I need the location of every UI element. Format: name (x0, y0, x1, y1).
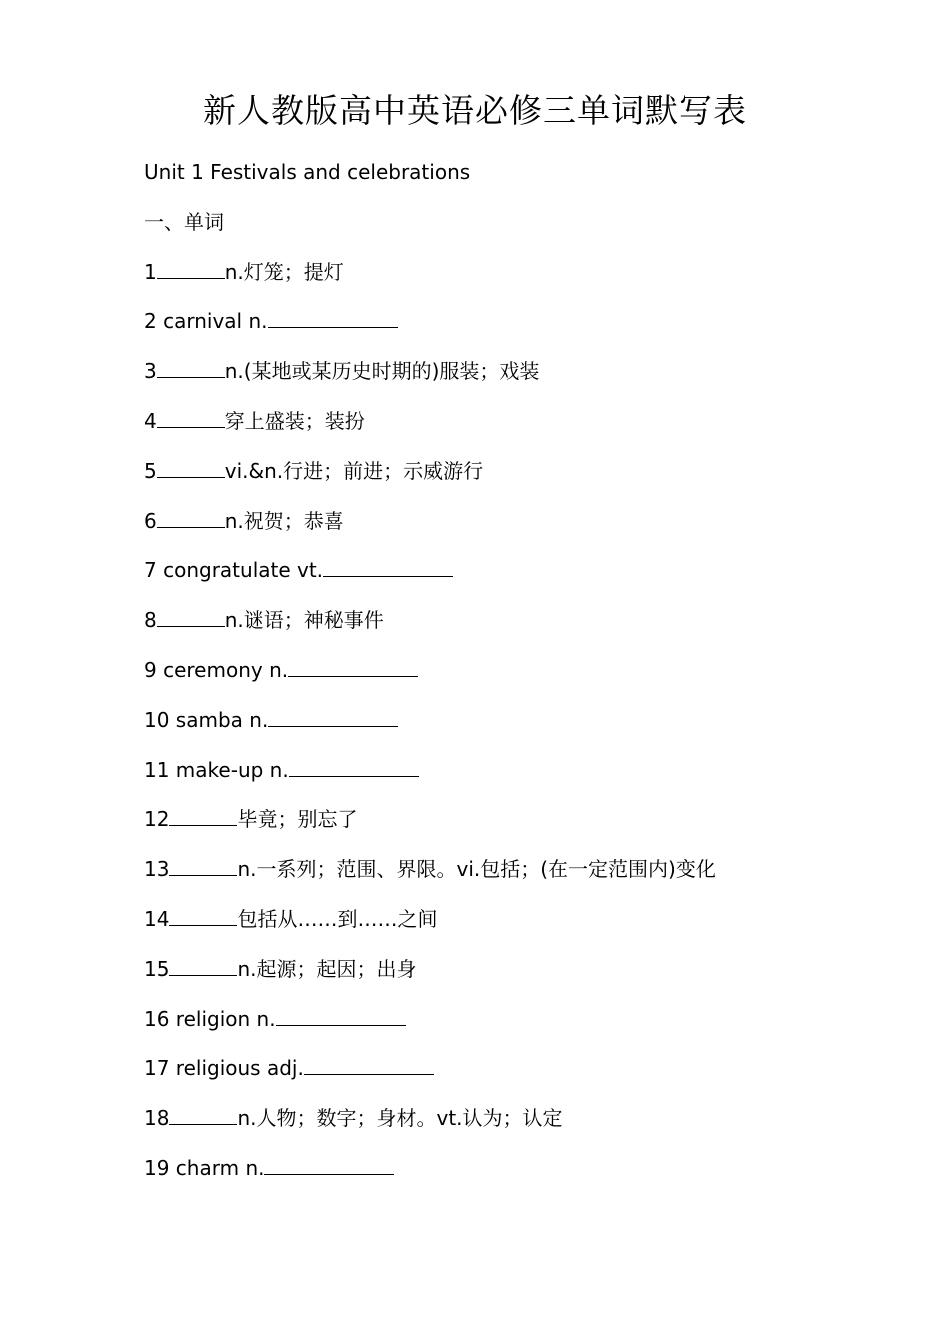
vocab-item-meaning: n.谜语；神秘事件 (224, 608, 384, 633)
vocab-item (144, 801, 924, 851)
vocab-item-meaning: n.灯笼；提灯 (224, 259, 344, 284)
vocab-item-meaning: 毕竟；别忘了 (237, 807, 358, 832)
vocab-item-number: 9 (144, 657, 157, 682)
vocab-item-number: 2 (144, 309, 157, 334)
vocab-item-number: 4 (144, 408, 157, 433)
vocab-item (144, 453, 924, 503)
vocab-item (144, 503, 924, 553)
answer-blank (157, 256, 225, 279)
vocab-item (144, 702, 924, 752)
vocab-item-number: 1 (144, 259, 157, 284)
vocab-item-number: 10 (144, 707, 170, 732)
answer-blank (157, 455, 225, 478)
vocab-item-meaning: n.祝贺；恭喜 (224, 508, 344, 533)
answer-blank (264, 1152, 394, 1175)
vocab-item-word: carnival n. (156, 309, 268, 334)
section-heading: 一、单词 (144, 209, 224, 234)
vocab-item-number: 12 (144, 807, 170, 832)
vocab-item-word: samba n. (169, 707, 269, 732)
vocab-item-number: 14 (144, 906, 170, 931)
vocab-item (144, 652, 924, 702)
answer-blank (157, 405, 225, 428)
vocab-item-number: 13 (144, 857, 170, 882)
vocab-item (144, 602, 924, 652)
vocab-item-word: congratulate vt. (156, 558, 324, 583)
answer-blank (304, 1052, 434, 1075)
vocab-item-meaning: vi.&n.行进；前进；示威游行 (224, 458, 484, 483)
answer-blank (169, 803, 237, 826)
unit-heading: Unit 1 Festivals and celebrations (144, 160, 471, 184)
vocab-item-word: religious adj. (169, 1056, 304, 1081)
vocab-item (144, 752, 924, 802)
vocab-item-number: 5 (144, 458, 157, 483)
vocab-item (144, 353, 924, 403)
vocab-item-word: charm n. (169, 1155, 265, 1180)
answer-blank (268, 704, 398, 727)
answer-blank (323, 554, 453, 577)
answer-blank (289, 754, 419, 777)
vocab-item (144, 901, 924, 951)
vocab-item-number: 8 (144, 608, 157, 633)
vocab-item (144, 1100, 924, 1150)
vocab-item (144, 1050, 924, 1100)
document-title: 新人教版高中英语必修三单词默写表 (203, 91, 747, 130)
vocab-item-number: 11 (144, 757, 170, 782)
answer-blank (268, 305, 398, 328)
vocab-item-meaning: 穿上盛装；装扮 (224, 408, 365, 433)
vocab-item-number: 18 (144, 1106, 170, 1131)
vocab-item-number: 16 (144, 1006, 170, 1031)
answer-blank (276, 1003, 406, 1026)
vocab-item (144, 1150, 924, 1200)
vocab-list (144, 254, 924, 1200)
vocab-item-word: religion n. (169, 1006, 276, 1031)
vocab-item-number: 17 (144, 1056, 170, 1081)
vocab-item-number: 7 (144, 558, 157, 583)
answer-blank (169, 953, 237, 976)
vocab-item (144, 1001, 924, 1051)
answer-blank (157, 505, 225, 528)
answer-blank (169, 853, 237, 876)
vocab-item (144, 552, 924, 602)
answer-blank (169, 903, 237, 926)
document-content (144, 154, 924, 1200)
vocab-item-meaning: n.起源；起因；出身 (237, 956, 417, 981)
vocab-item-meaning: n.人物；数字；身材。vt.认为；认定 (237, 1106, 563, 1131)
answer-blank (157, 355, 225, 378)
vocab-item (144, 951, 924, 1001)
answer-blank (169, 1102, 237, 1125)
vocab-item (144, 303, 924, 353)
vocab-item-meaning: n.一系列；范围、界限。vi.包括；(在一定范围内)变化 (237, 857, 716, 882)
vocab-item-meaning: n.(某地或某历史时期的)服装；戏装 (224, 359, 540, 384)
vocab-item-number: 15 (144, 956, 170, 981)
vocab-item-word: ceremony n. (156, 657, 289, 682)
vocab-item-meaning: 包括从……到……之间 (237, 906, 438, 931)
vocab-item-number: 19 (144, 1155, 170, 1180)
vocab-item (144, 403, 924, 453)
vocab-item (144, 851, 924, 901)
vocab-item-word: make-up n. (169, 757, 289, 782)
vocab-item-number: 3 (144, 359, 157, 384)
answer-blank (288, 654, 418, 677)
vocab-item (144, 254, 924, 304)
answer-blank (157, 604, 225, 627)
vocab-item-number: 6 (144, 508, 157, 533)
